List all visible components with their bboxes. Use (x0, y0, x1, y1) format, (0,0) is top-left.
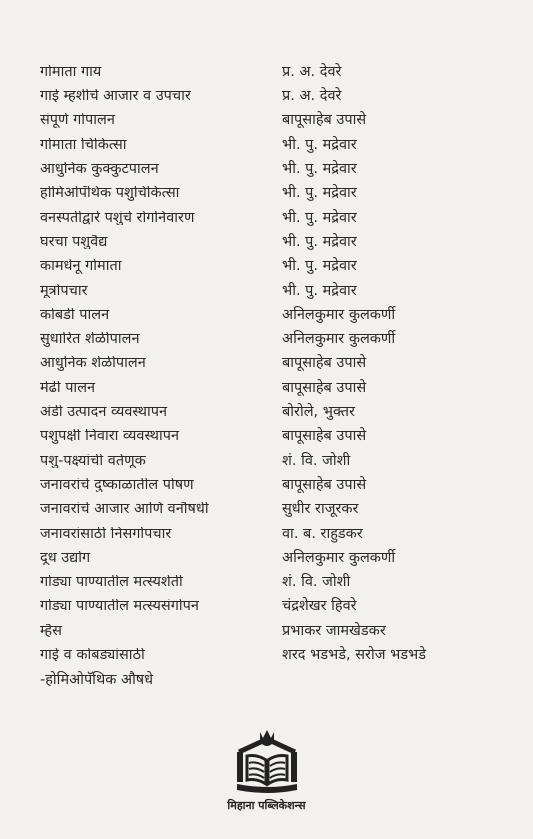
book-author: सुधीर राजूरकर (282, 501, 359, 518)
book-row (40, 643, 520, 667)
book-row (40, 254, 520, 278)
book-author: प्र. अ. देवरे (282, 88, 342, 105)
book-subtitle: -होमिओपॅथिक औषधे (40, 672, 154, 689)
book-author: अनिलकुमार कुलकर्णी (282, 549, 396, 566)
book-author: शं. वि. जोशी (282, 452, 351, 469)
book-row (40, 497, 520, 521)
book-author: भी. पु. मद्रेवार (282, 209, 357, 226)
book-author: चंद्रशेखर हिवरे (282, 598, 357, 615)
book-row (40, 352, 520, 376)
book-title: गोमाता गाय (40, 64, 102, 80)
book-author: भी. पु. मद्रेवार (282, 185, 357, 202)
book-title: गोमाता चिकित्सा (40, 137, 127, 153)
book-row (40, 400, 520, 424)
book-title: मूत्रोपचार (40, 283, 88, 299)
publisher-logo (0, 726, 533, 813)
book-author: भी. पु. मद्रेवार (282, 233, 357, 250)
book-tulip-icon (229, 726, 305, 794)
book-author: बापूसाहेब उपासे (282, 355, 367, 372)
book-row (40, 279, 520, 303)
book-title: जनावरांचे आजार आणि वनौषधी (40, 502, 209, 517)
book-row (40, 619, 520, 643)
book-author: भी. पु. मद्रेवार (282, 258, 357, 275)
book-title: पशु-पक्ष्यांची वर्तणूक (40, 453, 146, 469)
book-title: गाई व कोंबड्यांसाठी (40, 648, 145, 663)
book-title: संपूर्ण गोपालन (40, 113, 115, 128)
book-title: आधुनिक कुक्कुटपालन (40, 162, 159, 177)
book-title: होमिओपॅथिक पशुचिकित्सा (40, 186, 180, 201)
book-author: शरद भडभडे, सरोज भडभडे (282, 647, 426, 664)
book-title: गोड्या पाण्यातील मत्स्यशेती (40, 575, 183, 590)
book-title: कामधेनू गोमाता (40, 259, 122, 274)
book-author: बापूसाहेब उपासे (282, 428, 367, 445)
book-row (40, 206, 520, 230)
book-title: सुधारित शेळीपालन (40, 332, 140, 347)
book-row (40, 570, 520, 594)
book-title: घरचा पशुवैद्य (40, 234, 108, 250)
book-row (40, 522, 520, 546)
book-title: जनावरांसाठी निसर्गोपचार (40, 526, 172, 542)
book-title: गोड्या पाण्यातील मत्स्यसंगोपन (40, 599, 199, 614)
book-row (40, 181, 520, 205)
book-author: अनिलकुमार कुलकर्णी (282, 331, 396, 348)
book-title: गाई म्हशींचे आजार व उपचार (40, 89, 191, 104)
book-title: मेंढी पालन (40, 380, 96, 396)
book-row (40, 473, 520, 497)
book-row (40, 424, 520, 448)
book-row (40, 230, 520, 254)
book-title: जनावरांचे दुष्काळातील पोषण (40, 477, 194, 493)
book-row (40, 546, 520, 570)
publisher-name: मिहाना पब्लिकेशन्स (227, 799, 306, 812)
book-author: भी. पु. मद्रेवार (282, 161, 357, 178)
book-author: भी. पु. मद्रेवार (282, 136, 357, 153)
book-author: बापूसाहेब उपासे (282, 476, 367, 493)
book-title: दूध उद्योग (40, 550, 91, 566)
book-author: प्रभाकर जामखेडकर (282, 622, 386, 639)
book-author: बोरोले, भुक्तर (282, 404, 355, 421)
book-row (40, 327, 520, 351)
book-row (40, 157, 520, 181)
book-title: वनस्पतींद्वारे पशुंचे रोगनिवारण (40, 210, 195, 226)
book-author: बापूसाहेब उपासे (282, 379, 367, 396)
book-author: अनिलकुमार कुलकर्णी (282, 306, 396, 323)
book-row (40, 303, 520, 327)
book-row (40, 376, 520, 400)
book-title: म्हैस (40, 623, 62, 639)
book-author: वा. ब. राहुडकर (282, 525, 363, 542)
book-title: कोंबडी पालन (40, 307, 110, 323)
book-title: आधुनिक शेळीपालन (40, 356, 146, 371)
book-author: शं. वि. जोशी (282, 574, 351, 591)
book-list (40, 60, 520, 691)
book-row (40, 449, 520, 473)
book-author: प्र. अ. देवरे (282, 63, 342, 80)
book-row (40, 133, 520, 157)
book-author: बापूसाहेब उपासे (282, 112, 367, 129)
book-title: पशुपक्षी निवारा व्यवस्थापन (40, 429, 180, 444)
book-author: भी. पु. मद्रेवार (282, 282, 357, 299)
book-row (40, 60, 520, 84)
book-title: अंडी उत्पादन व्यवस्थापन (40, 405, 168, 420)
book-row (40, 595, 520, 619)
book-row (40, 109, 520, 133)
book-row (40, 84, 520, 108)
